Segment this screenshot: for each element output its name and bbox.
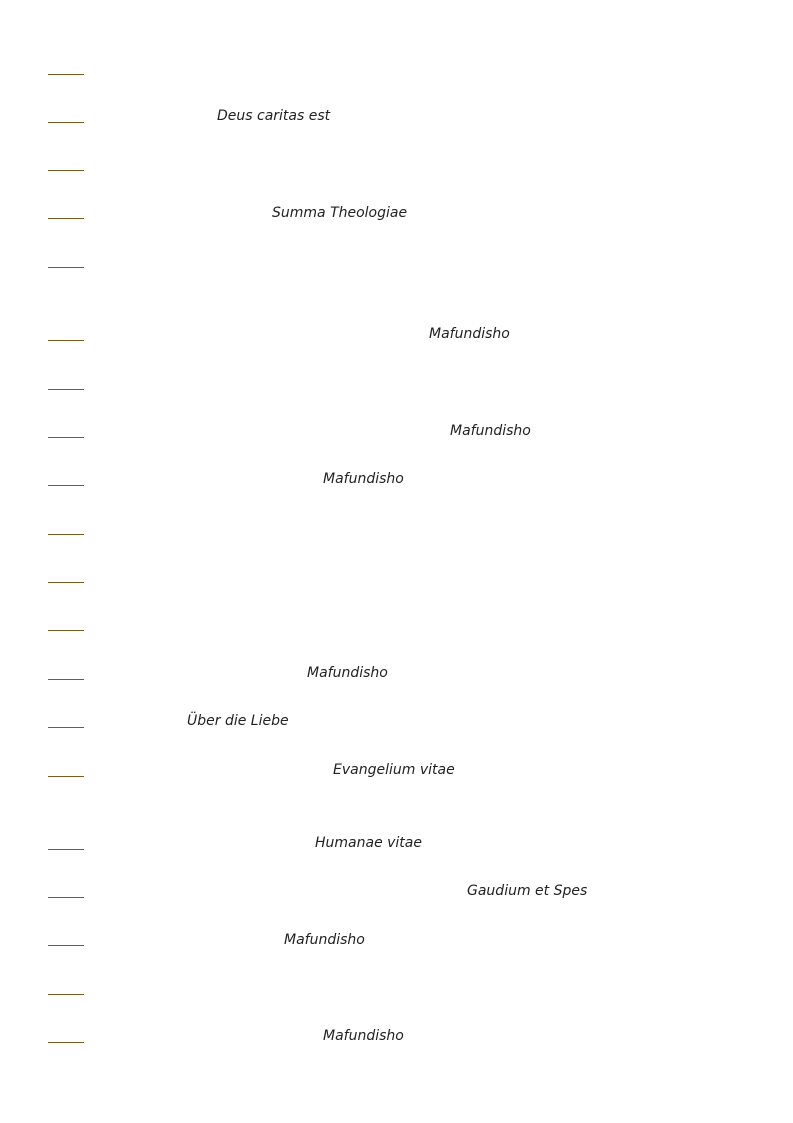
blank-line[interactable]	[48, 897, 84, 898]
blank-line[interactable]	[48, 218, 84, 219]
blank-line[interactable]	[48, 389, 84, 390]
title-text: Über die Liebe	[187, 713, 289, 729]
blank-line[interactable]	[48, 122, 84, 123]
title-text: Gaudium et Spes	[467, 883, 588, 899]
title-text: Deus caritas est	[217, 108, 331, 124]
blank-line[interactable]	[48, 727, 84, 728]
blank-line[interactable]	[48, 945, 84, 946]
title-text: Humanae vitae	[315, 835, 422, 851]
blank-line[interactable]	[48, 994, 84, 995]
title-text: Mafundisho	[307, 665, 388, 681]
title-text: Evangelium vitae	[333, 762, 455, 778]
blank-line[interactable]	[48, 74, 84, 75]
title-text: Mafundisho	[450, 423, 531, 439]
blank-line[interactable]	[48, 437, 84, 438]
blank-line[interactable]	[48, 1042, 84, 1043]
blank-line[interactable]	[48, 267, 84, 268]
blank-line[interactable]	[48, 170, 84, 171]
blank-line[interactable]	[48, 534, 84, 535]
title-text: Mafundisho	[323, 471, 404, 487]
blank-line[interactable]	[48, 679, 84, 680]
blank-line[interactable]	[48, 582, 84, 583]
title-text: Summa Theologiae	[272, 205, 408, 221]
blank-line[interactable]	[48, 630, 84, 631]
blank-line[interactable]	[48, 485, 84, 486]
title-text: Mafundisho	[429, 326, 510, 342]
blank-line[interactable]	[48, 340, 84, 341]
title-text: Mafundisho	[284, 932, 365, 948]
title-text: Mafundisho	[323, 1028, 404, 1044]
blank-line[interactable]	[48, 849, 84, 850]
blank-line[interactable]	[48, 776, 84, 777]
